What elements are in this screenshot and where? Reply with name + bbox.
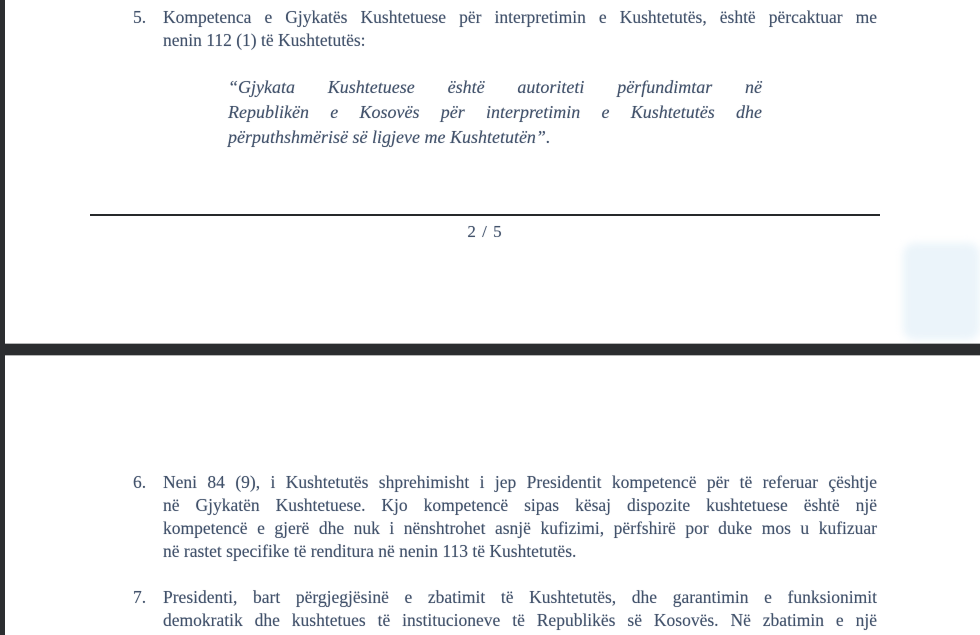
block-quote [228, 75, 762, 150]
item-6-text-line: kompetencë e gjerë dhe nuk i nënshtrohet asnjë kufizimi, përfshirë por duke mos u kufizuar [163, 518, 877, 538]
item-6-text-line: Neni 84 (9), i Kushtetutës shprehimisht i jep Presidentit kompetencë për të referuar çështje [163, 472, 877, 492]
quote-line: “Gjykata Kushtetuese është autoriteti përfundimtar në [228, 77, 762, 97]
page-number: 2 / 5 [467, 222, 503, 241]
quote-line: Republikën e Kosovës për interpretimin e Kushtetutës dhe [228, 102, 762, 122]
scan-edge-line [0, 0, 5, 635]
list-item-5 [163, 6, 877, 52]
item-6-text-line: në rastet specifike të renditura në nenin 113 të Kushtetutës. [163, 541, 577, 561]
item-7-text-line: Presidenti, bart përgjegjësinë e zbatimit të Kushtetutës, dhe garantimin e funksionimit [163, 587, 877, 607]
list-item-6-number: 6. [133, 472, 147, 492]
list-item-6 [163, 471, 877, 563]
footer-divider-rule [90, 214, 880, 216]
item-6-text-line: në Gjykatën Kushtetuese. Kjo kompetencë sipas kësaj dispozite kushtetuese është një [163, 495, 877, 515]
quote-line: përputhshmërisë së ligjeve me Kushtetutën”. [228, 127, 551, 147]
item-7-text-line: demokratik dhe kushtetues të institucioneve të Republikës së Kosovës. Në zbatimin e një [163, 610, 877, 630]
list-item-5-number: 5. [133, 7, 147, 27]
item-5-text-line: Kompetenca e Gjykatës Kushtetuese për interpretimin e Kushtetutës, është përcaktuar me [163, 7, 877, 27]
list-item-7 [163, 586, 877, 632]
item-5-text-line: nenin 112 (1) të Kushtetutës: [163, 30, 366, 50]
list-item-7-number: 7. [133, 587, 147, 607]
page-separator-bar [0, 344, 980, 355]
scan-artifact [903, 243, 980, 340]
